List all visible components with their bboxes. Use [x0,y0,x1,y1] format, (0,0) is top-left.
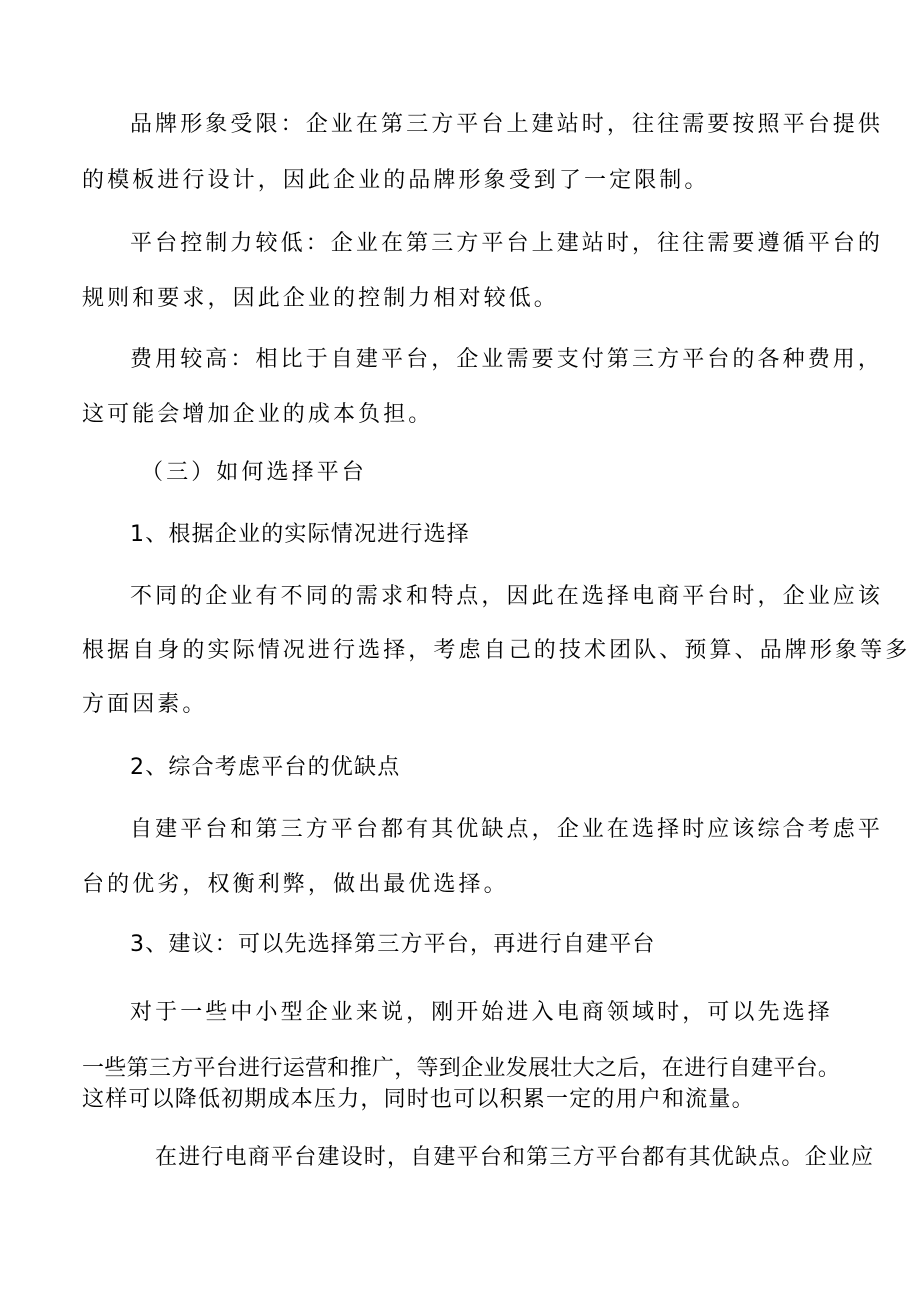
paragraph-control-line-2: 规则和要求，因此企业的控制力相对较低。 [82,286,559,311]
item-1-line-2: 根据自身的实际情况进行选择，考虑自己的技术团队、预算、品牌形象等多 [82,638,911,663]
item-3-line-2: 一些第三方平台进行运营和推广，等到企业发展壮大之后，在进行自建平台。 [82,1056,841,1081]
item-2-line-2: 台的优劣，权衡利弊，做出最优选择。 [82,872,509,897]
item-1-line-1: 不同的企业有不同的需求和特点，因此在选择电商平台时，企业应该 [130,584,884,609]
paragraph-brand-line-1: 品牌形象受限：企业在第三方平台上建站时，往往需要按照平台提供 [130,112,884,137]
item-1-heading: 1、根据企业的实际情况进行选择 [130,522,470,547]
paragraph-control-line-1: 平台控制力较低：企业在第三方平台上建站时，往往需要遵循平台的 [130,231,884,256]
item-2-heading: 2、综合考虑平台的优缺点 [130,755,401,780]
item-3-line-1: 对于一些中小型企业来说，刚开始进入电商领域时，可以先选择 [130,1000,833,1025]
item-2-line-1: 自建平台和第三方平台都有其优缺点，企业在选择时应该综合考虑平 [130,817,884,842]
paragraph-brand-line-2: 的模板进行设计，因此企业的品牌形象受到了一定限制。 [82,168,710,193]
item-1-line-3: 方面因素。 [82,692,208,717]
closing-line: 在进行电商平台建设时，自建平台和第三方平台都有其优缺点。企业应 [155,1145,875,1170]
paragraph-cost-line-2: 这可能会增加企业的成本负担。 [82,402,434,427]
item-3-line-3: 这样可以降低初期成本压力，同时也可以积累一定的用户和流量。 [82,1087,755,1112]
paragraph-cost-line-1: 费用较高：相比于自建平台，企业需要支付第三方平台的各种费用， [130,347,884,372]
section-heading: （三）如何选择平台 [141,460,367,485]
item-3-heading: 3、建议：可以先选择第三方平台，再进行自建平台 [130,932,656,957]
